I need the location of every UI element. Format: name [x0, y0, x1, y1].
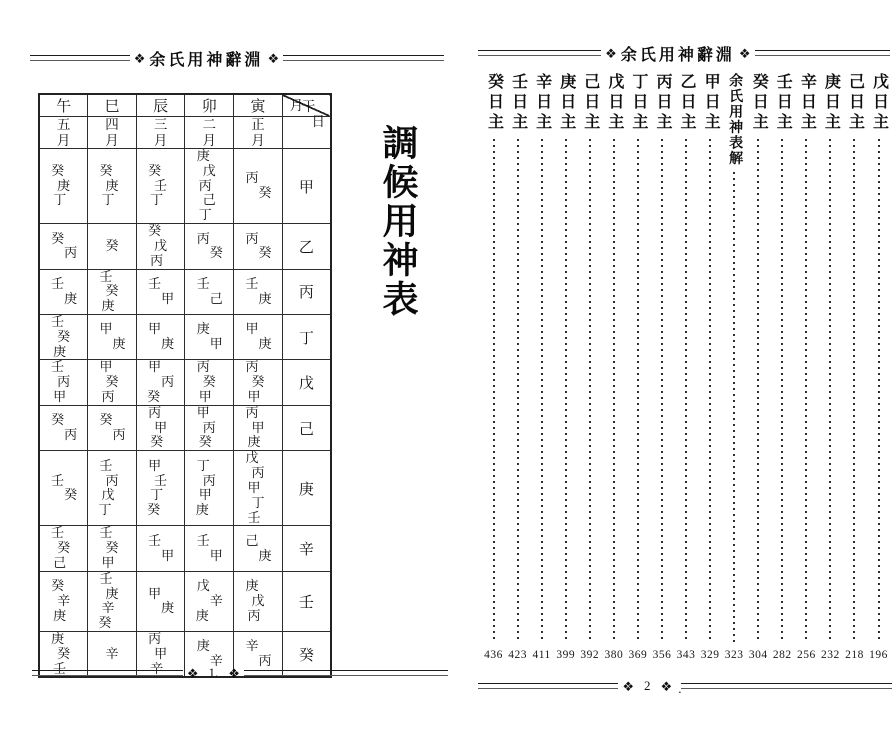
right-page-number: 2 [644, 678, 651, 693]
yongshen-line: 丙 [64, 245, 78, 261]
day-stem-cell: 戊 [282, 360, 331, 405]
yongshen-line: 癸壬 [53, 645, 79, 676]
yongshen-line: 丙甲 [53, 374, 79, 405]
dotted-leader [517, 139, 519, 642]
toc-entry [578, 73, 601, 661]
yongshen-line: 庚 [196, 148, 210, 164]
table-row [39, 451, 331, 526]
ornament-icon: ❖ [267, 50, 280, 66]
table-row [39, 269, 331, 314]
toc-page-number: 423 [508, 649, 527, 661]
toc-entry [771, 73, 794, 661]
yongshen-cell [185, 360, 234, 405]
yongshen-line: 癸 [51, 578, 65, 594]
yongshen-line: 丙 [148, 404, 162, 420]
yongshen-line: 癸 [147, 389, 161, 405]
yongshen-line: 壬丁 [150, 177, 176, 208]
branch-header-cell: 巳 [88, 94, 137, 117]
yongshen-cell [185, 451, 234, 526]
yongshen-line: 庚 [51, 631, 65, 647]
toc-entry-label: 庚日主 [822, 73, 840, 133]
toc-entry [867, 73, 890, 661]
toc-entry-label: 余氏用神表解 [727, 73, 743, 166]
toc-entry [699, 73, 722, 661]
yongshen-line: 甲 [148, 359, 162, 375]
yongshen-line: 癸甲 [247, 374, 273, 405]
yongshen-cell [39, 269, 88, 314]
yongshen-line: 庚丁 [53, 177, 79, 208]
toc-entry [506, 73, 529, 661]
rule-line [283, 55, 444, 61]
yongshen-line: 癸 [258, 245, 272, 261]
yongshen-line: 庚 [245, 578, 259, 594]
toc-page-number: 256 [796, 649, 816, 661]
yongshen-line: 戊丙 [150, 237, 176, 268]
dotted-leader [589, 139, 591, 642]
yongshen-cell [234, 405, 283, 450]
month-cell: 五 月 [39, 117, 88, 149]
yongshen-line: 庚 [195, 502, 209, 518]
toc-entry [482, 73, 505, 661]
yongshen-cell [136, 314, 185, 359]
yongshen-cell [185, 314, 234, 359]
dotted-leader [709, 139, 711, 642]
yongshen-cell [136, 269, 185, 314]
yongshen-line: 癸丙 [101, 374, 127, 405]
table-row [39, 149, 331, 224]
yongshen-line: 甲癸 [150, 419, 176, 450]
ornament-icon: ❖ [133, 50, 146, 66]
yongshen-line: 甲辛 [150, 645, 176, 676]
footer-dot: . [678, 681, 682, 696]
yongshen-line: 丁 [196, 457, 210, 473]
table-row [39, 405, 331, 450]
yongshen-line: 甲 [148, 321, 162, 337]
yongshen-line: 癸己 [53, 540, 79, 570]
toc-columns [482, 73, 890, 661]
toc-page-number: 356 [652, 649, 672, 661]
left-header-rule [30, 47, 444, 69]
rule-line [32, 670, 183, 676]
yongshen-cell [234, 149, 283, 224]
month-day-diagonal-cell [282, 94, 331, 129]
yongshen-cell [88, 149, 137, 224]
yongshen-cell [136, 405, 185, 450]
yongshen-cell [136, 149, 185, 224]
yongshen-line: 庚 [258, 336, 272, 352]
yongshen-line: 庚 [112, 336, 126, 352]
toc-page-number: 196 [869, 649, 888, 661]
yongshen-cell [136, 224, 185, 269]
left-page-number: 1. [208, 665, 219, 680]
yongshen-cell [234, 451, 283, 526]
dotted-leader [781, 139, 783, 642]
yongshen-line: 甲 [148, 585, 162, 601]
month-cell: 正 月 [234, 117, 283, 149]
yongshen-line: 壬丁 [150, 472, 176, 503]
yongshen-cell [136, 526, 185, 571]
yongshen-line: 癸 [105, 237, 119, 253]
day-stem-cell: 乙 [282, 224, 331, 269]
day-stem-cell: 己 [282, 405, 331, 450]
rule-line [30, 55, 130, 61]
branch-header-cell: 午 [39, 94, 88, 117]
yongshen-line: 丙 [245, 230, 259, 246]
yongshen-cell [88, 571, 137, 631]
yongshen-cell [39, 526, 88, 571]
yongshen-cell [234, 526, 283, 571]
rule-line [478, 683, 618, 689]
toc-page-number: 218 [845, 649, 864, 661]
month-row [39, 117, 331, 149]
yongshen-cell [185, 405, 234, 450]
dotted-leader [613, 139, 615, 642]
yongshen-cell [185, 571, 234, 631]
toc-page-number: 369 [628, 649, 648, 661]
toc-page-number: 282 [772, 649, 792, 661]
toc-page-number: 232 [821, 649, 840, 661]
yongshen-cell [234, 269, 283, 314]
yongshen-line: 丙 [161, 374, 175, 390]
yongshen-cell [88, 269, 137, 314]
toc-entry [723, 73, 746, 661]
yongshen-line: 壬 [245, 275, 259, 291]
yongshen-line: 丙 [258, 653, 272, 669]
toc-page-number: 399 [556, 649, 576, 661]
ornament-icon: ❖ [622, 678, 635, 694]
yongshen-line: 癸 [99, 162, 113, 178]
branch-header-cell: 辰 [136, 94, 185, 117]
dotted-leader [805, 139, 807, 642]
yongshen-line: 甲 [99, 359, 113, 375]
yongshen-line: 癸庚 [53, 328, 79, 359]
day-stem-cell: 丁 [282, 314, 331, 359]
yongshen-line: 壬 [99, 525, 113, 541]
yongshen-line: 癸 [98, 615, 112, 631]
toc-entry [602, 73, 625, 661]
yongshen-cell [234, 360, 283, 405]
toc-page-number: 329 [700, 649, 720, 661]
toc-entry [650, 73, 673, 661]
toc-page-number: 380 [604, 649, 624, 661]
yongshen-line: 辛 [245, 638, 259, 654]
dotted-leader [685, 139, 687, 642]
dotted-leader [829, 139, 831, 642]
yongshen-cell [88, 405, 137, 450]
yongshen-line: 丙 [64, 427, 78, 443]
yongshen-line: 癸甲 [101, 540, 127, 570]
table-row [39, 360, 331, 405]
branch-header-cell: 寅 [234, 94, 283, 117]
yongshen-line: 丁壬 [247, 494, 273, 525]
yongshen-line: 癸 [148, 223, 162, 239]
yongshen-cell [39, 314, 88, 359]
yongshen-line: 癸 [258, 185, 272, 201]
toc-entry-label: 戊日主 [605, 73, 623, 133]
rule-line [478, 50, 601, 56]
yongshen-line: 丙 [112, 427, 126, 443]
yongshen-line: 壬 [51, 359, 65, 375]
yongshen-line: 辛 [209, 653, 223, 669]
toc-entry [843, 73, 866, 661]
day-stem-cell: 壬 [282, 571, 331, 631]
yongshen-line: 庚 [196, 321, 210, 337]
toc-entry [819, 73, 842, 661]
toc-page-number: 436 [484, 649, 503, 661]
yongshen-line: 甲 [161, 290, 175, 306]
yongshen-line: 戊 [245, 450, 259, 466]
yongshen-cell [88, 224, 137, 269]
yongshen-line: 癸 [51, 230, 65, 246]
yongshen-line: 辛 [209, 593, 223, 608]
yongshen-line: 甲 [161, 547, 175, 563]
diag-day-label: 日 [311, 114, 325, 129]
dotted-leader [757, 139, 759, 642]
yongshen-line: 癸庚 [101, 283, 127, 314]
day-stem-cell: 丙 [282, 269, 331, 314]
ornament-icon: ❖ [186, 665, 199, 681]
month-cell: 三 月 [136, 117, 185, 149]
rule-line [681, 683, 892, 689]
rule-line [244, 670, 448, 676]
toc-entry-label: 丁日主 [629, 73, 647, 133]
dotted-leader [853, 139, 855, 642]
toc-entry-label: 己日主 [581, 73, 599, 133]
right-header-rule [478, 42, 890, 64]
toc-entry [554, 73, 577, 661]
table-row [39, 314, 331, 359]
toc-entry [626, 73, 649, 661]
tiaohou-yongshen-table [38, 93, 332, 681]
yongshen-line: 戊丙 [247, 593, 273, 623]
yongshen-line: 壬 [99, 268, 113, 284]
table-row [39, 526, 331, 571]
dotted-leader [733, 172, 735, 642]
yongshen-line: 庚 [258, 290, 272, 306]
yongshen-line: 己 [245, 532, 259, 548]
toc-entry [795, 73, 818, 661]
diag-stem-label: 干 [301, 98, 316, 114]
table-row [39, 224, 331, 269]
yongshen-cell [88, 314, 137, 359]
yongshen-line: 庚 [196, 638, 210, 654]
yongshen-cell [234, 314, 283, 359]
month-cell: 四 月 [88, 117, 137, 149]
yongshen-line: 丙 [245, 170, 259, 186]
yongshen-cell [185, 224, 234, 269]
month-cell: 二 月 [185, 117, 234, 149]
dotted-leader [541, 139, 543, 642]
toc-page-number: 392 [580, 649, 600, 661]
toc-page-number: 411 [532, 649, 551, 661]
yongshen-line: 壬 [196, 532, 210, 548]
yongshen-line: 癸 [51, 162, 65, 178]
toc-entry-label: 癸日主 [485, 73, 503, 133]
toc-entry-label: 丙日主 [653, 73, 671, 133]
yongshen-cell [185, 526, 234, 571]
yongshen-line: 壬 [196, 275, 210, 291]
yongshen-cell [185, 269, 234, 314]
yongshen-line: 癸 [51, 412, 65, 428]
yongshen-cell [234, 224, 283, 269]
yongshen-line: 甲 [148, 457, 162, 473]
yongshen-line: 壬 [51, 275, 65, 291]
yongshen-line: 癸 [209, 245, 223, 261]
right-book-title: 余氏用神辭淵 [620, 46, 735, 64]
yongshen-cell [88, 526, 137, 571]
yongshen-cell [185, 149, 234, 224]
toc-entry-label: 辛日主 [798, 73, 816, 133]
yongshen-line: 辛 [105, 645, 119, 661]
rule-line [755, 50, 891, 56]
table-row [39, 571, 331, 631]
toc-entry-label: 甲日主 [702, 73, 720, 133]
yongshen-cell [136, 360, 185, 405]
toc-entry-label: 庚日主 [557, 73, 575, 133]
yongshen-line: 甲 [245, 321, 259, 337]
yongshen-line: 癸 [148, 162, 162, 178]
yongshen-line: 丙 [196, 359, 210, 375]
yongshen-line: 壬 [148, 532, 162, 548]
yongshen-line: 己丁 [198, 192, 224, 223]
yongshen-line: 癸 [99, 412, 113, 428]
toc-page-number: 304 [748, 649, 768, 661]
yongshen-line: 丁 [98, 502, 112, 518]
yongshen-line: 甲庚 [247, 419, 273, 450]
dotted-leader [637, 139, 639, 642]
left-footer-rule [32, 663, 448, 683]
branch-header-cell: 卯 [185, 94, 234, 117]
yongshen-line: 癸甲 [198, 374, 224, 405]
yongshen-line: 癸 [147, 502, 161, 518]
right-footer-rule [478, 676, 892, 696]
day-stem-cell: 甲 [282, 149, 331, 224]
toc-entry-label: 乙日主 [678, 73, 695, 133]
yongshen-line: 丙 [245, 404, 259, 420]
branch-header-row [39, 94, 331, 117]
yongshen-line: 甲 [196, 404, 210, 420]
ornament-icon: ❖ [738, 45, 751, 61]
dotted-leader [493, 139, 495, 642]
yongshen-cell [39, 360, 88, 405]
left-side-title: 調候用神表 [378, 124, 418, 319]
yongshen-line: 丙 [245, 359, 259, 375]
dotted-leader [565, 139, 567, 642]
yongshen-line: 甲 [209, 547, 223, 563]
ornament-icon: ❖ [660, 678, 673, 694]
yongshen-line: 壬 [51, 313, 65, 329]
yongshen-cell [234, 571, 283, 631]
toc-entry-label: 戊日主 [870, 73, 888, 133]
toc-entry [675, 73, 698, 661]
yongshen-line: 丙甲 [198, 472, 224, 503]
yongshen-line: 庚 [258, 547, 272, 563]
yongshen-line: 丙癸 [198, 419, 224, 450]
yongshen-cell [39, 224, 88, 269]
dotted-leader [661, 139, 663, 642]
yongshen-line: 庚 [195, 607, 209, 623]
yongshen-line: 甲 [209, 336, 223, 352]
toc-entry-label: 壬日主 [509, 73, 527, 133]
ornament-icon: ❖ [605, 45, 617, 61]
toc-page-number: 343 [676, 649, 696, 661]
diag-month-label: 月 [289, 98, 304, 113]
toc-entry-label: 癸日主 [750, 73, 768, 133]
yongshen-line: 壬 [99, 570, 113, 586]
yongshen-line: 戊丙 [198, 162, 224, 193]
yongshen-line: 壬 [99, 457, 113, 473]
yongshen-line: 丙 [148, 631, 162, 647]
yongshen-line: 丙 [196, 230, 210, 246]
yongshen-line: 庚 [64, 290, 78, 306]
yongshen-line: 壬 [148, 275, 162, 291]
toc-entry-label: 辛日主 [533, 73, 551, 133]
toc-entry [530, 73, 553, 661]
left-book-title: 余氏用神辭淵 [149, 51, 264, 69]
day-stem-cell: 辛 [282, 526, 331, 571]
toc-page-number: 323 [724, 649, 744, 661]
yongshen-line: 丙戊 [101, 472, 127, 503]
yongshen-cell [39, 149, 88, 224]
yongshen-line: 癸 [64, 487, 78, 503]
yongshen-line: 甲 [99, 321, 113, 337]
yongshen-line: 戊 [196, 578, 210, 594]
yongshen-line: 壬 [51, 525, 65, 541]
toc-entry-label: 己日主 [846, 73, 864, 133]
day-stem-cell: 癸 [282, 632, 331, 678]
yongshen-line: 庚 [161, 336, 175, 352]
yongshen-line: 丙甲 [247, 465, 273, 495]
yongshen-line: 壬 [51, 472, 65, 488]
yongshen-line: 庚丁 [101, 177, 127, 208]
yongshen-line: 辛庚 [53, 593, 79, 623]
yongshen-cell [39, 405, 88, 450]
yongshen-line: 庚 [161, 600, 175, 616]
yongshen-line: 己 [209, 290, 223, 306]
yongshen-line: 庚辛 [101, 585, 127, 616]
ornament-icon: ❖ [228, 665, 240, 681]
dotted-leader [878, 139, 880, 642]
toc-entry [747, 73, 770, 661]
day-stem-cell: 庚 [282, 451, 331, 526]
toc-entry-label: 壬日主 [774, 73, 792, 133]
